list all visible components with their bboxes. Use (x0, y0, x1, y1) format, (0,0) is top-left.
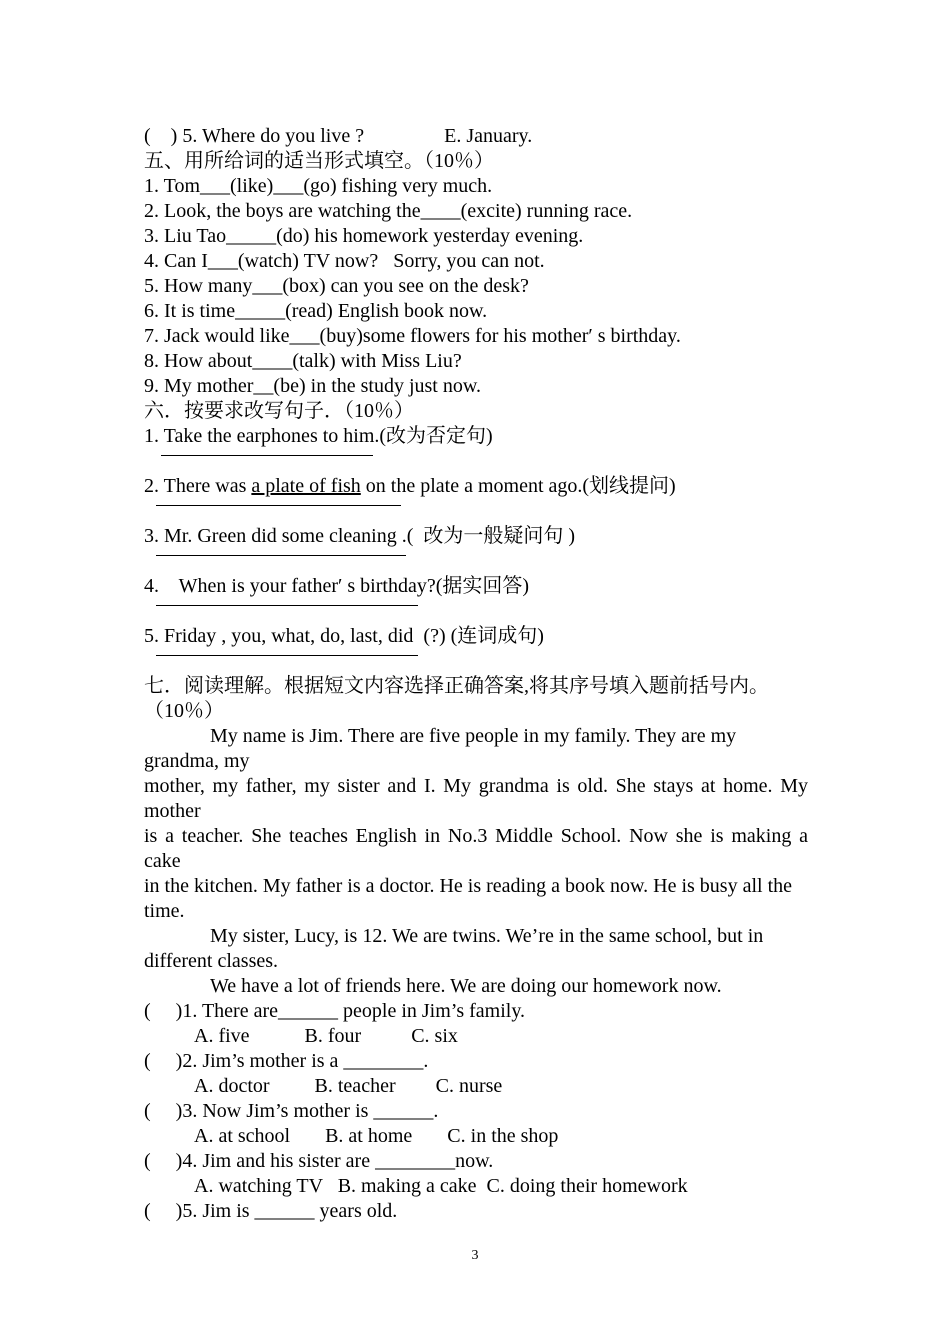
fill-item-5: 5. How many___(box) can you see on the desk? (144, 275, 529, 297)
rewrite-item-2 (144, 474, 808, 499)
reading-question-2: ( )2. Jim’s mother is a ________. (144, 1050, 429, 1072)
matching-item-5: ( ) 5. Where do you live ? E. January. (144, 125, 533, 147)
reading-options-4: A. watching TV B. making a cake C. doing their homework (194, 1175, 688, 1197)
section7-heading: 七．阅读理解。根据短文内容选择正确答案,将其序号填入题前括号内。（10％） (144, 675, 769, 722)
passage-line-2: mother, my father, my sister and I. My grandma is old. She stays at home. My mother (144, 775, 808, 822)
fill-item-2: 2. Look, the boys are watching the____(excite) running race. (144, 200, 633, 222)
section5-heading: 五、用所给词的适当形式填空。（10％） (144, 150, 494, 172)
answer-line-3 (144, 549, 808, 574)
answer-line-4 (144, 599, 808, 624)
reading-options-1: A. five B. four C. six (194, 1025, 458, 1047)
rewrite-item-5: 5. Friday , you, what, do, last, did (?) (连词成句) (144, 625, 544, 647)
fill-item-7: 7. Jack would like___(buy)some flowers for his mother′ s birthday. (144, 325, 681, 347)
rewrite-item-2-post: on the plate a moment ago.(划线提问) (360, 475, 676, 497)
reading-question-4: ( )4. Jim and his sister are ________now. (144, 1150, 494, 1172)
fill-item-1: 1. Tom___(like)___(go) fishing very much. (144, 175, 493, 197)
passage-line-4: in the kitchen. My father is a doctor. He is reading a book now. He is busy all the time. (144, 875, 792, 922)
reading-question-5: ( )5. Jim is ______ years old. (144, 1200, 398, 1222)
section6-heading: 六．按要求改写句子．（10％） (144, 400, 414, 422)
passage-line-1: My name is Jim. There are five people in my family. They are my grandma, my (144, 725, 737, 772)
reading-options-2: A. doctor B. teacher C. nurse (194, 1075, 503, 1097)
answer-line-1 (144, 449, 808, 474)
fill-item-6: 6. It is time_____(read) English book now. (144, 300, 488, 322)
answer-line-5 (144, 649, 808, 674)
rewrite-item-4: 4. When is your father′ s birthday?(据实回答) (144, 575, 530, 597)
passage-line-3: is a teacher. She teaches English in No.3 Middle School. Now she is making a cake (144, 825, 808, 872)
fill-item-3: 3. Liu Tao_____(do) his homework yesterday evening. (144, 225, 584, 247)
rewrite-item-1: 1. Take the earphones to him.(改为否定句) (144, 425, 493, 447)
worksheet-page (144, 124, 808, 1224)
reading-question-1: ( )1. There are______ people in Jim’s family. (144, 1000, 526, 1022)
fill-item-8: 8. How about____(talk) with Miss Liu? (144, 350, 462, 372)
reading-question-3: ( )3. Now Jim’s mother is ______. (144, 1100, 439, 1122)
rewrite-item-3: 3. Mr. Green did some cleaning .( 改为一般疑问句 ) (144, 525, 576, 547)
reading-options-3: A. at school B. at home C. in the shop (194, 1125, 559, 1147)
fill-item-4: 4. Can I___(watch) TV now? Sorry, you can not. (144, 250, 545, 272)
rewrite-item-2-pre: 2. There was (144, 475, 252, 497)
answer-line-2 (144, 499, 808, 524)
passage-paragraph-2: My sister, Lucy, is 12. We are twins. We’re in the same school, but in different classes. (144, 925, 764, 972)
underlined-phrase: a plate of fish (251, 475, 361, 497)
passage-paragraph-3: We have a lot of friends here. We are doing our homework now. (210, 975, 722, 997)
fill-item-9: 9. My mother__(be) in the study just now. (144, 375, 482, 397)
page-number: 3 (471, 1248, 479, 1263)
